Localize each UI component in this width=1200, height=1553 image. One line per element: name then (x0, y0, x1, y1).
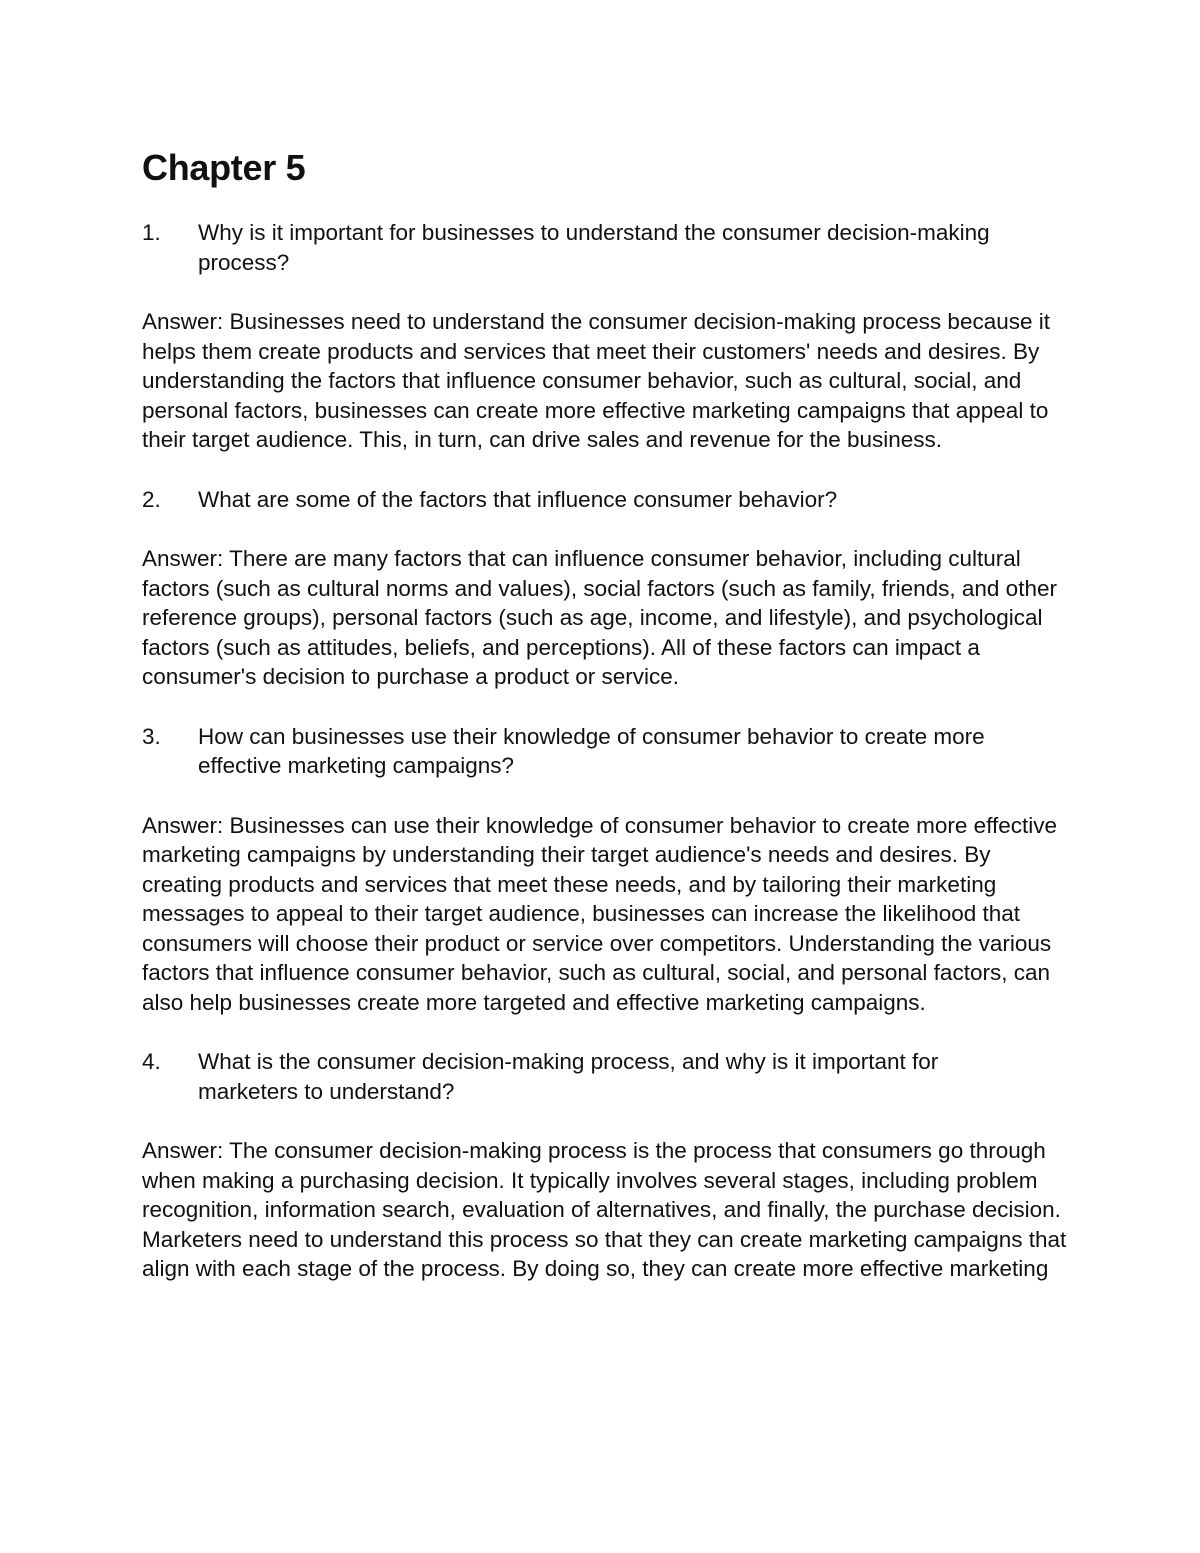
question-number: 4. (142, 1049, 161, 1074)
question-number: 1. (142, 220, 161, 245)
question-number: 3. (142, 723, 161, 749)
answer-4: Answer: The consumer decision-making process is the process that consumers go through when making a purchasing decision. It typically involves several stages, including problem recognition, information search, evaluation of alternatives, and finally, the purchase decision. Marketers need to understand this process so that they can create marketing campaigns that align with each stage of the process. By doing so, they can create more effective marketing (142, 1138, 1067, 1281)
question-text: What are some of the factors that influence consumer behavior? (198, 486, 838, 512)
answer-3: Answer: Businesses can use their knowledge of consumer behavior to create more effective marketing campaigns by understanding their target audience's needs and desires. By creating products and services that meet these needs, and by tailoring their marketing messages to appeal to their target audience, businesses can increase the likelihood that consumers will choose their product or service over competitors. Understanding the various factors that influence consumer behavior, such as cultural, social, and personal factors, can also help businesses create more targeted and effective marketing campaigns. (142, 812, 1058, 1015)
question-text: How can businesses use their knowledge of consumer behavior to create more effective marketing campaigns? (198, 723, 985, 778)
question-3 (142, 722, 1072, 781)
question-2 (142, 485, 1072, 515)
question-4 (142, 1047, 1072, 1106)
document-page (142, 140, 1072, 1314)
question-text: Why is it important for businesses to understand the consumer decision-making process? (198, 220, 990, 275)
question-text: What is the consumer decision-making process, and why is it important for marketers to understand? (198, 1049, 939, 1104)
chapter-title: Chapter 5 (142, 147, 306, 188)
answer-2: Answer: There are many factors that can influence consumer behavior, including cultural factors (such as cultural norms and values), social factors (such as family, friends, and other reference groups), personal factors (such as age, income, and lifestyle), and psychological factors (such as attitudes, beliefs, and perceptions). All of these factors can impact a consumer's decision to purchase a product or service. (142, 546, 1057, 689)
answer-1: Answer: Businesses need to understand the consumer decision-making process because it helps them create products and services that meet their customers' needs and desires. By understanding the factors that influence consumer behavior, such as cultural, social, and personal factors, businesses can create more effective marketing campaigns that appeal to their target audience. This, in turn, can drive sales and revenue for the business. (142, 309, 1050, 452)
question-1 (142, 218, 1072, 277)
question-number: 2. (142, 486, 161, 512)
